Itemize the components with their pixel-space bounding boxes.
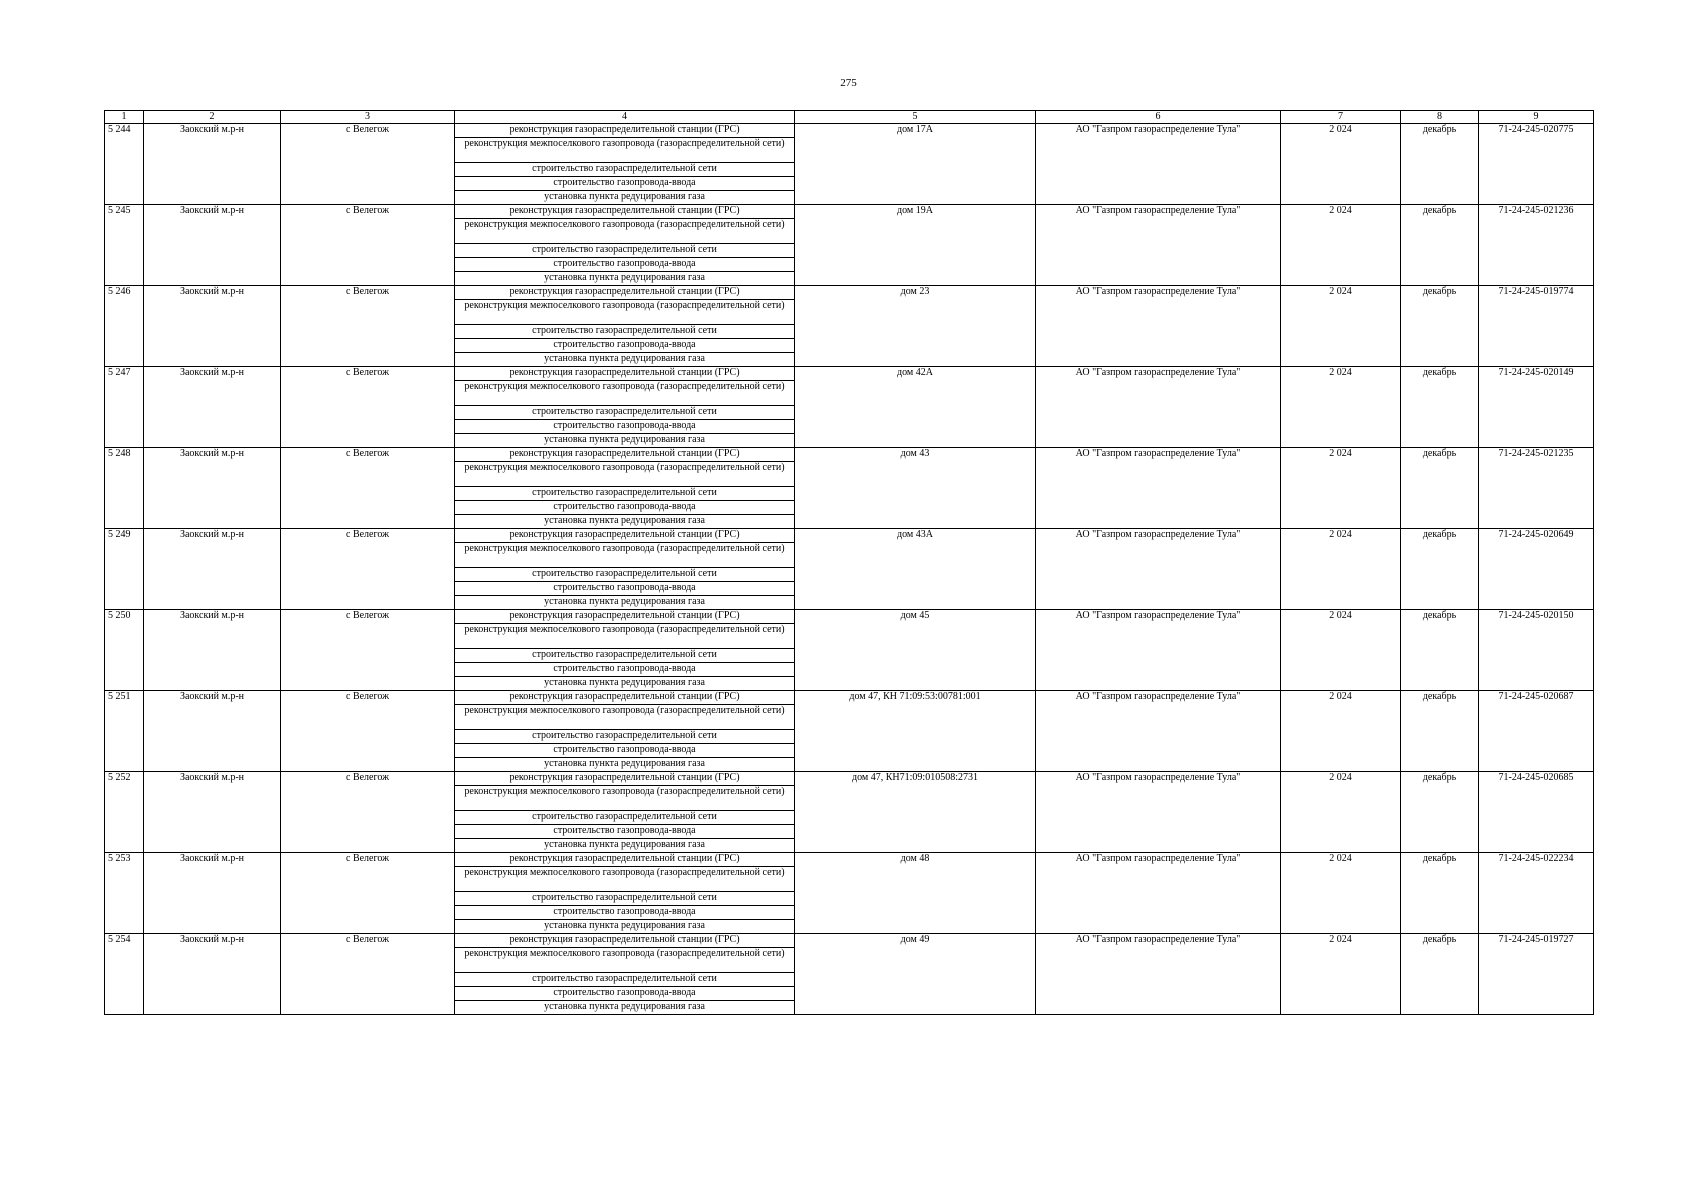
work-item-cell: реконструкция межпоселкового газопровода (газораспределительной сети) [455, 219, 795, 244]
work-item-cell: установка пункта редуцирования газа [455, 191, 795, 205]
year-cell: 2 024 [1281, 286, 1401, 367]
work-item-cell: строительство газораспределительной сети [455, 163, 795, 177]
organization-cell: АО "Газпром газораспределение Тула" [1036, 772, 1281, 853]
work-item-cell: строительство газораспределительной сети [455, 568, 795, 582]
work-item-cell: реконструкция газораспределительной станции (ГРС) [455, 691, 795, 705]
page-number: 275 [840, 77, 857, 89]
work-item-cell: строительство газораспределительной сети [455, 406, 795, 420]
address-cell: дом 47, КН 71:09:53:00781:001 [795, 691, 1036, 772]
address-cell: дом 43 [795, 448, 1036, 529]
work-item-cell: реконструкция межпоселкового газопровода (газораспределительной сети) [455, 786, 795, 811]
code-cell: 71-24-245-019727 [1479, 934, 1594, 1015]
work-item-cell: реконструкция межпоселкового газопровода (газораспределительной сети) [455, 381, 795, 406]
year-cell: 2 024 [1281, 610, 1401, 691]
table-row [105, 367, 1594, 381]
table-row [105, 124, 1594, 138]
work-item-cell: реконструкция межпоселкового газопровода (газораспределительной сети) [455, 867, 795, 892]
table-row [105, 448, 1594, 462]
work-item-cell: установка пункта редуцирования газа [455, 434, 795, 448]
table-row [105, 772, 1594, 786]
address-cell: дом 49 [795, 934, 1036, 1015]
code-cell: 71-24-245-021236 [1479, 205, 1594, 286]
table-record [105, 691, 1594, 772]
work-item-cell: строительство газопровода-ввода [455, 663, 795, 677]
district-cell: Заокский м.р-н [144, 691, 281, 772]
district-cell: Заокский м.р-н [144, 529, 281, 610]
work-item-cell: строительство газопровода-ввода [455, 420, 795, 434]
work-item-cell: строительство газопровода-ввода [455, 258, 795, 272]
work-item-cell: установка пункта редуцирования газа [455, 920, 795, 934]
row-number: 5 252 [105, 772, 144, 853]
code-cell: 71-24-245-022234 [1479, 853, 1594, 934]
settlement-cell: с Велегож [281, 610, 455, 691]
column-header: 3 [281, 111, 455, 124]
work-item-cell: реконструкция газораспределительной станции (ГРС) [455, 529, 795, 543]
work-item-cell: установка пункта редуцирования газа [455, 839, 795, 853]
table-row [105, 205, 1594, 219]
work-item-cell: строительство газораспределительной сети [455, 730, 795, 744]
work-item-cell: строительство газораспределительной сети [455, 487, 795, 501]
settlement-cell: с Велегож [281, 124, 455, 205]
work-item-cell: реконструкция межпоселкового газопровода (газораспределительной сети) [455, 543, 795, 568]
settlement-cell: с Велегож [281, 448, 455, 529]
organization-cell: АО "Газпром газораспределение Тула" [1036, 367, 1281, 448]
work-item-cell: строительство газопровода-ввода [455, 339, 795, 353]
table-record [105, 205, 1594, 286]
table-row [105, 853, 1594, 867]
month-cell: декабрь [1401, 610, 1479, 691]
year-cell: 2 024 [1281, 529, 1401, 610]
work-item-cell: реконструкция газораспределительной станции (ГРС) [455, 367, 795, 381]
address-cell: дом 45 [795, 610, 1036, 691]
address-cell: дом 23 [795, 286, 1036, 367]
table-record [105, 286, 1594, 367]
work-item-cell: строительство газопровода-ввода [455, 906, 795, 920]
district-cell: Заокский м.р-н [144, 772, 281, 853]
work-item-cell: реконструкция межпоселкового газопровода (газораспределительной сети) [455, 138, 795, 163]
table-record [105, 367, 1594, 448]
month-cell: декабрь [1401, 691, 1479, 772]
month-cell: декабрь [1401, 772, 1479, 853]
organization-cell: АО "Газпром газораспределение Тула" [1036, 286, 1281, 367]
row-number: 5 248 [105, 448, 144, 529]
work-item-cell: установка пункта редуцирования газа [455, 1001, 795, 1015]
row-number: 5 249 [105, 529, 144, 610]
settlement-cell: с Велегож [281, 934, 455, 1015]
year-cell: 2 024 [1281, 205, 1401, 286]
work-item-cell: строительство газораспределительной сети [455, 325, 795, 339]
organization-cell: АО "Газпром газораспределение Тула" [1036, 853, 1281, 934]
table-row [105, 691, 1594, 705]
column-header: 2 [144, 111, 281, 124]
work-item-cell: реконструкция газораспределительной станции (ГРС) [455, 448, 795, 462]
row-number: 5 251 [105, 691, 144, 772]
work-item-cell: реконструкция газораспределительной станции (ГРС) [455, 934, 795, 948]
table-row [105, 286, 1594, 300]
code-cell: 71-24-245-021235 [1479, 448, 1594, 529]
table-record [105, 124, 1594, 205]
address-cell: дом 48 [795, 853, 1036, 934]
address-cell: дом 43А [795, 529, 1036, 610]
code-cell: 71-24-245-020775 [1479, 124, 1594, 205]
organization-cell: АО "Газпром газораспределение Тула" [1036, 934, 1281, 1015]
row-number: 5 245 [105, 205, 144, 286]
month-cell: декабрь [1401, 367, 1479, 448]
settlement-cell: с Велегож [281, 529, 455, 610]
table-record [105, 448, 1594, 529]
settlement-cell: с Велегож [281, 286, 455, 367]
settlement-cell: с Велегож [281, 853, 455, 934]
column-header: 4 [455, 111, 795, 124]
year-cell: 2 024 [1281, 772, 1401, 853]
column-header: 1 [105, 111, 144, 124]
work-item-cell: реконструкция газораспределительной станции (ГРС) [455, 124, 795, 138]
month-cell: декабрь [1401, 286, 1479, 367]
district-cell: Заокский м.р-н [144, 853, 281, 934]
work-item-cell: реконструкция межпоселкового газопровода (газораспределительной сети) [455, 624, 795, 649]
table-record [105, 529, 1594, 610]
address-cell: дом 47, КН71:09:010508:2731 [795, 772, 1036, 853]
work-item-cell: реконструкция газораспределительной станции (ГРС) [455, 286, 795, 300]
work-item-cell: строительство газопровода-ввода [455, 744, 795, 758]
code-cell: 71-24-245-019774 [1479, 286, 1594, 367]
settlement-cell: с Велегож [281, 772, 455, 853]
row-number: 5 254 [105, 934, 144, 1015]
code-cell: 71-24-245-020649 [1479, 529, 1594, 610]
month-cell: декабрь [1401, 853, 1479, 934]
district-cell: Заокский м.р-н [144, 610, 281, 691]
table-record [105, 934, 1594, 1015]
month-cell: декабрь [1401, 448, 1479, 529]
work-item-cell: реконструкция газораспределительной станции (ГРС) [455, 853, 795, 867]
column-header: 7 [1281, 111, 1401, 124]
address-cell: дом 19А [795, 205, 1036, 286]
year-cell: 2 024 [1281, 124, 1401, 205]
table-row [105, 610, 1594, 624]
year-cell: 2 024 [1281, 367, 1401, 448]
year-cell: 2 024 [1281, 448, 1401, 529]
organization-cell: АО "Газпром газораспределение Тула" [1036, 448, 1281, 529]
work-item-cell: реконструкция газораспределительной станции (ГРС) [455, 205, 795, 219]
work-item-cell: строительство газораспределительной сети [455, 973, 795, 987]
work-item-cell: реконструкция межпоселкового газопровода (газораспределительной сети) [455, 462, 795, 487]
work-item-cell: строительство газопровода-ввода [455, 177, 795, 191]
work-item-cell: установка пункта редуцирования газа [455, 596, 795, 610]
district-cell: Заокский м.р-н [144, 205, 281, 286]
row-number: 5 244 [105, 124, 144, 205]
work-item-cell: установка пункта редуцирования газа [455, 515, 795, 529]
work-item-cell: строительство газопровода-ввода [455, 825, 795, 839]
organization-cell: АО "Газпром газораспределение Тула" [1036, 124, 1281, 205]
work-item-cell: строительство газопровода-ввода [455, 501, 795, 515]
work-item-cell: строительство газораспределительной сети [455, 892, 795, 906]
column-header: 6 [1036, 111, 1281, 124]
district-cell: Заокский м.р-н [144, 124, 281, 205]
work-item-cell: строительство газораспределительной сети [455, 811, 795, 825]
month-cell: декабрь [1401, 124, 1479, 205]
column-header: 8 [1401, 111, 1479, 124]
row-number: 5 253 [105, 853, 144, 934]
table-row [105, 529, 1594, 543]
code-cell: 71-24-245-020687 [1479, 691, 1594, 772]
work-item-cell: реконструкция межпоселкового газопровода (газораспределительной сети) [455, 948, 795, 973]
month-cell: декабрь [1401, 529, 1479, 610]
address-cell: дом 42А [795, 367, 1036, 448]
row-number: 5 246 [105, 286, 144, 367]
column-header: 5 [795, 111, 1036, 124]
column-header: 9 [1479, 111, 1594, 124]
gasification-table [104, 110, 1594, 1015]
address-cell: дом 17А [795, 124, 1036, 205]
district-cell: Заокский м.р-н [144, 286, 281, 367]
column-number-row [105, 111, 1594, 124]
table-record [105, 610, 1594, 691]
code-cell: 71-24-245-020150 [1479, 610, 1594, 691]
work-item-cell: установка пункта редуцирования газа [455, 758, 795, 772]
organization-cell: АО "Газпром газораспределение Тула" [1036, 691, 1281, 772]
work-item-cell: реконструкция газораспределительной станции (ГРС) [455, 610, 795, 624]
work-item-cell: строительство газопровода-ввода [455, 987, 795, 1001]
row-number: 5 247 [105, 367, 144, 448]
code-cell: 71-24-245-020149 [1479, 367, 1594, 448]
year-cell: 2 024 [1281, 853, 1401, 934]
organization-cell: АО "Газпром газораспределение Тула" [1036, 610, 1281, 691]
month-cell: декабрь [1401, 934, 1479, 1015]
work-item-cell: установка пункта редуцирования газа [455, 353, 795, 367]
work-item-cell: реконструкция межпоселкового газопровода (газораспределительной сети) [455, 705, 795, 730]
year-cell: 2 024 [1281, 934, 1401, 1015]
organization-cell: АО "Газпром газораспределение Тула" [1036, 205, 1281, 286]
work-item-cell: строительство газораспределительной сети [455, 244, 795, 258]
work-item-cell: строительство газораспределительной сети [455, 649, 795, 663]
organization-cell: АО "Газпром газораспределение Тула" [1036, 529, 1281, 610]
year-cell: 2 024 [1281, 691, 1401, 772]
month-cell: декабрь [1401, 205, 1479, 286]
row-number: 5 250 [105, 610, 144, 691]
table-record [105, 853, 1594, 934]
work-item-cell: установка пункта редуцирования газа [455, 677, 795, 691]
work-item-cell: реконструкция газораспределительной станции (ГРС) [455, 772, 795, 786]
table-record [105, 772, 1594, 853]
work-item-cell: строительство газопровода-ввода [455, 582, 795, 596]
settlement-cell: с Велегож [281, 691, 455, 772]
table-row [105, 934, 1594, 948]
settlement-cell: с Велегож [281, 205, 455, 286]
district-cell: Заокский м.р-н [144, 367, 281, 448]
work-item-cell: реконструкция межпоселкового газопровода (газораспределительной сети) [455, 300, 795, 325]
work-item-cell: установка пункта редуцирования газа [455, 272, 795, 286]
code-cell: 71-24-245-020685 [1479, 772, 1594, 853]
district-cell: Заокский м.р-н [144, 448, 281, 529]
settlement-cell: с Велегож [281, 367, 455, 448]
district-cell: Заокский м.р-н [144, 934, 281, 1015]
